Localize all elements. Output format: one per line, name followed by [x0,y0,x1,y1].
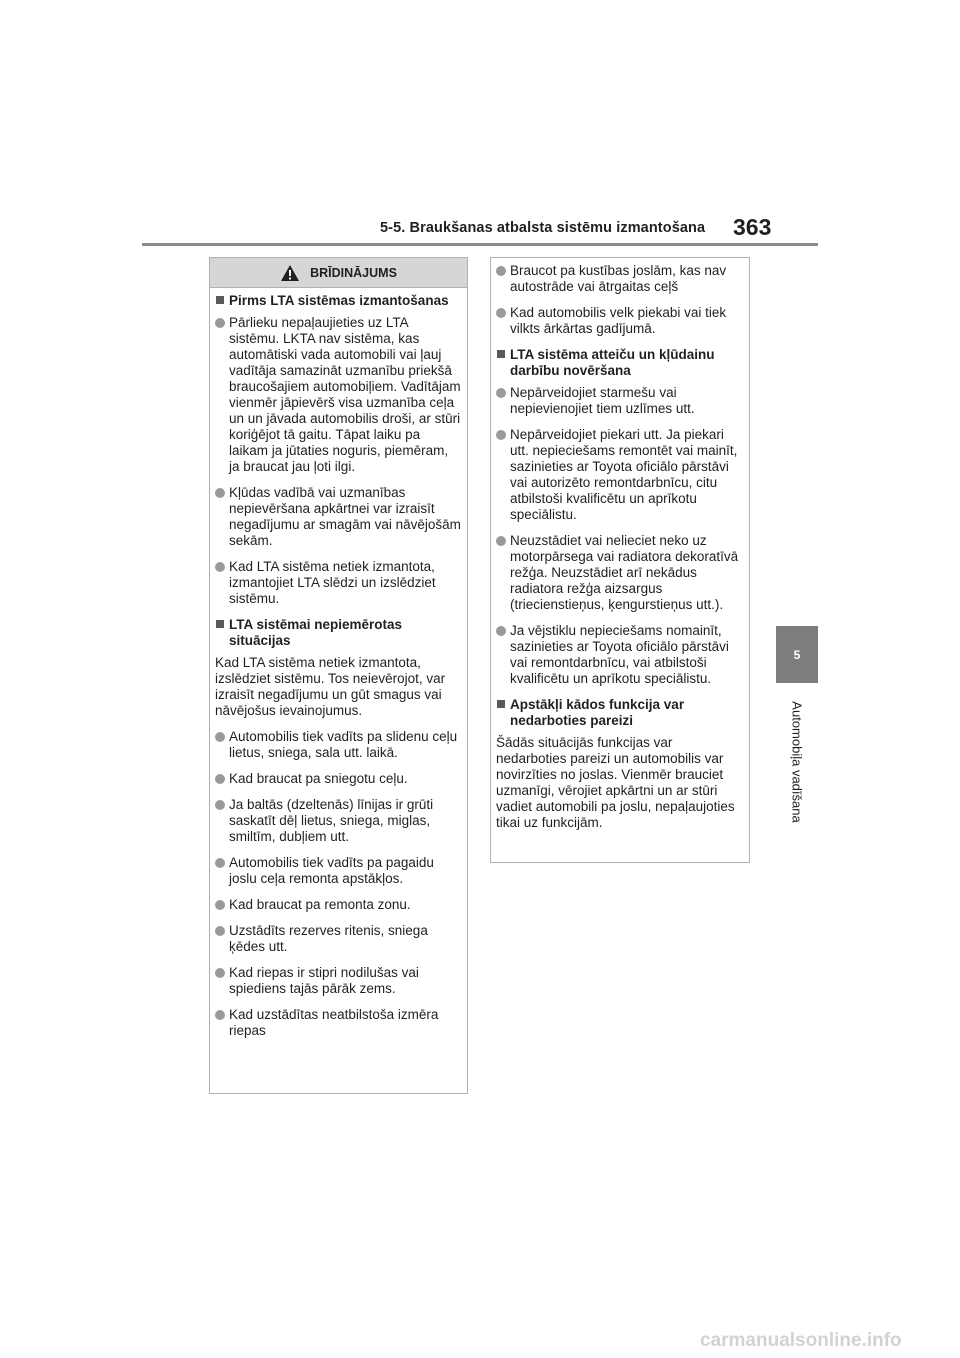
round-bullet-icon [496,626,506,636]
round-bullet-icon [496,308,506,318]
item-text: Braucot pa kustības joslām, kas nav autostrāde vai ātrgaitas ceļš [510,263,727,294]
item-text: LTA sistēmai nepiemērotas situācijas [229,617,403,648]
footer-watermark: carmanualsonline.info [700,1330,902,1351]
item-text: Kad LTA sistēma netiek izmantota, izslēdziet sistēmu. Tos neievērojot, var izraisīt negadījumu un gūt smagus vai nāvējošus ievainojumus. [215,655,446,718]
square-bullet-icon [497,350,505,358]
bullet-item [215,315,461,475]
item-text: Nepārveidojiet starmešu vai nepievienojiet tiem uzlīmes utt. [510,385,695,416]
round-bullet-icon [215,858,225,868]
bullet-item [215,729,461,761]
item-text: Kad braucat pa sniegotu ceļu. [229,771,408,786]
section-heading [496,347,743,379]
item-text: Kad LTA sistēma netiek izmantota, izmantojiet LTA slēdzi un izslēdziet sistēmu. [229,559,436,606]
bullet-item [215,965,461,997]
round-bullet-icon [215,318,225,328]
round-bullet-icon [215,926,225,936]
round-bullet-icon [215,968,225,978]
bullet-item [496,533,743,613]
chapter-section-title: 5-5. Braukšanas atbalsta sistēmu izmantošana [380,220,706,236]
bullet-item [215,855,461,887]
bullet-item [215,897,461,913]
chapter-label: Automobiļa vadīšana [789,701,805,823]
bullet-item [496,305,743,337]
bullet-item [215,559,461,607]
round-bullet-icon [215,800,225,810]
bullet-item [496,263,743,295]
round-bullet-icon [215,732,225,742]
round-bullet-icon [496,388,506,398]
round-bullet-icon [496,266,506,276]
warning-box [209,257,468,1094]
item-text: Pirms LTA sistēmas izmantošanas [229,293,449,308]
square-bullet-icon [216,296,224,304]
round-bullet-icon [215,562,225,572]
item-text: Ja baltās (dzeltenās) līnijas ir grūti saskatīt dēļ lietus, sniega, miglas, smiltīm, dubļiem utt. [229,797,434,844]
paragraph [496,735,743,831]
header-divider [142,243,818,246]
item-text: Uzstādīts rezerves ritenis, sniega ķēdes utt. [229,923,428,954]
item-text: Automobilis tiek vadīts pa pagaidu joslu ceļa remonta apstākļos. [229,855,434,886]
item-text: Apstākļi kādos funkcija var nedarboties pareizi [510,697,685,728]
bullet-item [496,623,743,687]
warning-heading: BRĪDINĀJUMS [310,265,397,280]
item-text: Kļūdas vadībā vai uzmanības nepievēršana apkārtnei var izraisīt negadījumu ar smagām vai nāvējošām sekām. [229,485,461,548]
round-bullet-icon [215,488,225,498]
square-bullet-icon [497,700,505,708]
bullet-item [215,485,461,549]
item-text: Automobilis tiek vadīts pa slidenu ceļu lietus, sniega, sala utt. laikā. [229,729,458,760]
bullet-item [496,427,743,523]
bullet-item [215,1007,461,1039]
section-heading [215,293,461,309]
round-bullet-icon [496,536,506,546]
chapter-number: 5 [793,647,801,662]
item-text: Neuzstādiet vai nelieciet neko uz motorpārsega vai radiatora dekoratīvā režģa. Neuzstādiet arī nekādus radiatora režģa aizsargus (triecienstieņus, ķengurstieņus utt.). [510,533,739,612]
item-text: Kad riepas ir stipri nodilušas vai spiediens tajās pārāk zems. [229,965,419,996]
square-bullet-icon [216,620,224,628]
warning-header [210,258,467,288]
item-text: Ja vējstiklu nepieciešams nomainīt, sazinieties ar Toyota oficiālo pārstāvi vai remontdarbnīcu, vai atbilstoši kvalificētu un aprīkotu speciālistu. [510,623,729,686]
paragraph [215,655,461,719]
round-bullet-icon [215,1010,225,1020]
warning-right-column [491,258,749,831]
item-text: Kad uzstādītas neatbilstoša izmēra riepas [229,1007,439,1038]
section-heading [215,617,461,649]
item-text: Nepārveidojiet piekari utt. Ja piekari utt. nepieciešams remontēt vai mainīt, sazinieties ar Toyota oficiālo pārstāvi vai autorizēto remontdarbnīcu, citu atbilstoši kvalificētu un aprīkotu speciālistu. [510,427,738,522]
item-text: Kad braucat pa remonta zonu. [229,897,411,912]
item-text: Kad automobilis velk piekabi vai tiek vilkts ārkārtas gadījumā. [510,305,727,336]
bullet-item [496,385,743,417]
round-bullet-icon [496,430,506,440]
bullet-item [215,923,461,955]
chapter-tab [776,626,818,683]
item-text: Šādās situācijās funkcijas var nedarboties pareizi un automobilis var novirzīties no joslas. Vienmēr brauciet uzmanīgi, vērojiet apkārtni un ar stūri vadiet automobili pa joslu, nepaļaujoties tikai uz funkcijām. [496,735,735,830]
warning-box-continued [490,257,750,863]
round-bullet-icon [215,774,225,784]
warning-triangle-icon [280,264,300,282]
section-heading [496,697,743,729]
bullet-item [215,771,461,787]
warning-left-column [210,288,467,1039]
page-number: 363 [733,214,772,240]
round-bullet-icon [215,900,225,910]
bullet-item [215,797,461,845]
item-text: LTA sistēma atteiču un kļūdainu darbību novēršana [510,347,715,378]
item-text: Pārlieku nepaļaujieties uz LTA sistēmu. LKTA nav sistēma, kas automātiski vada automobili vai ļauj vadītāja samazināt uzmanību priekšā braucošajiem automobiļiem. Vadītājam vienmēr jāpievērš visa uzmanība ceļa un un jāvada automobilis droši, ar stūri koriģējot tā gaitu. Tāpat laiku pa laikam ja jūtaties noguris, piemēram, ja braucat jau ļoti ilgi. [229,315,461,474]
